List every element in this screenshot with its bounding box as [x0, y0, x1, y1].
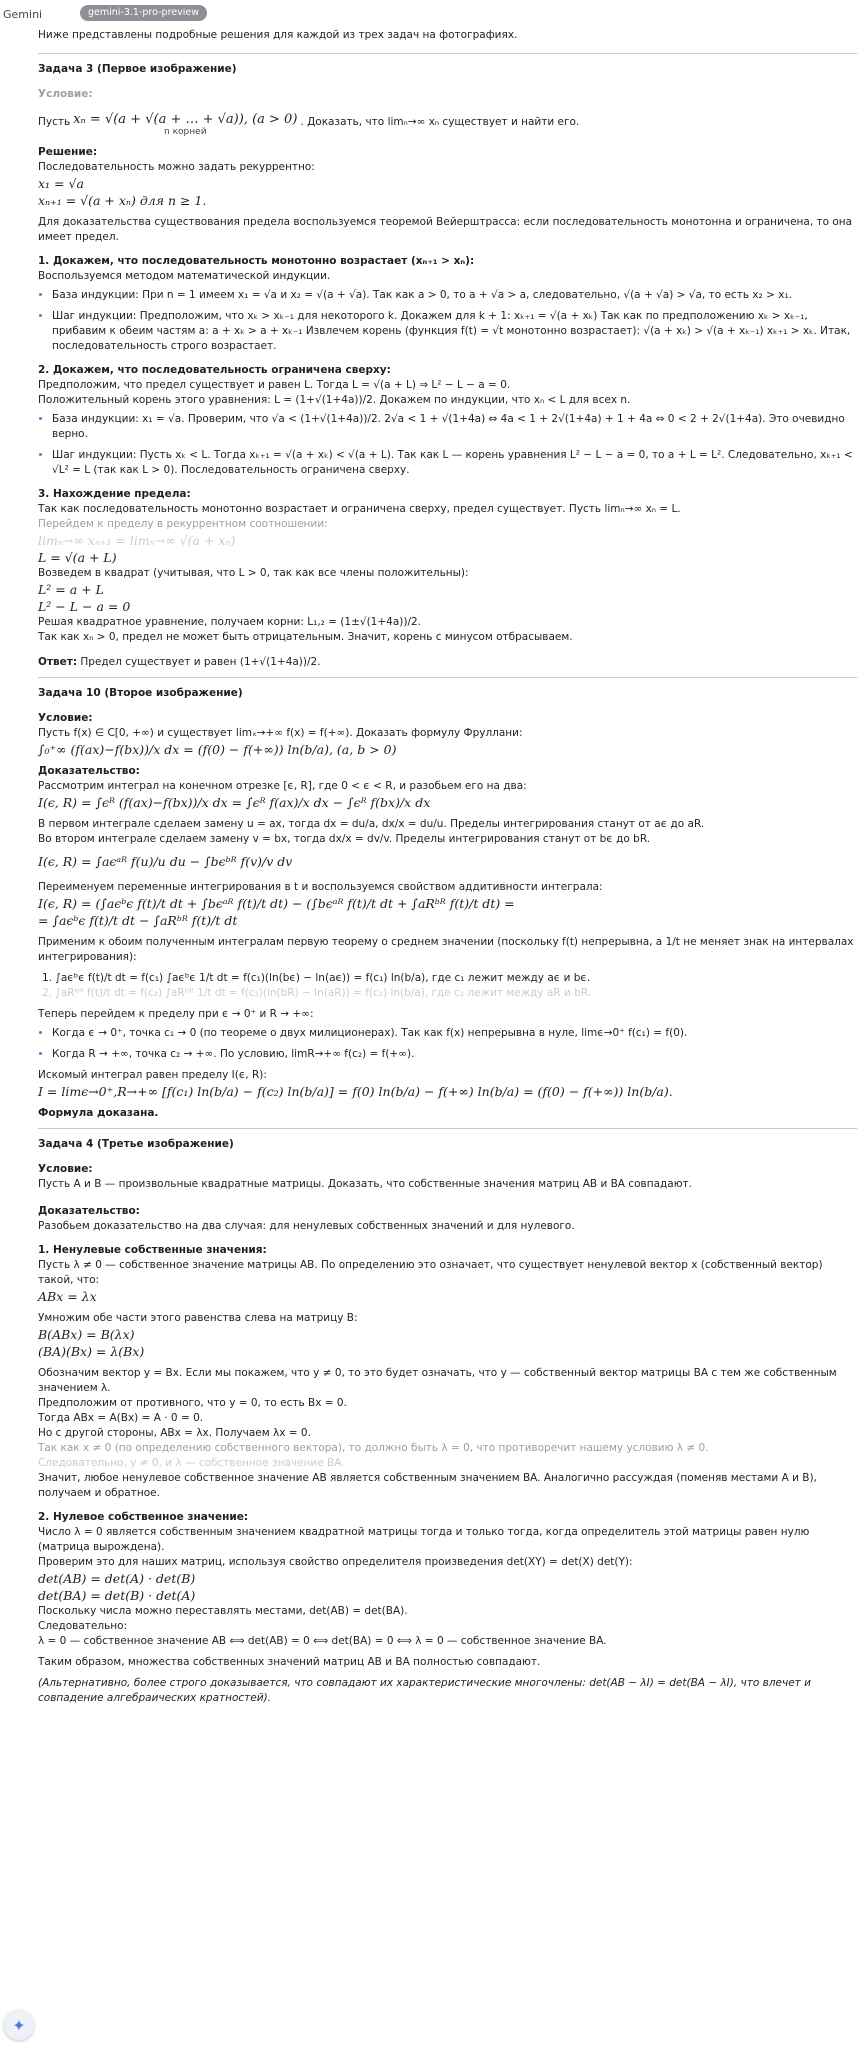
task4-s1-title: 1. Ненулевые собственные значения:: [38, 1244, 267, 1256]
task4-s1-l7: Предположим от противного, что y = 0, то есть Bx = 0.: [38, 1397, 347, 1409]
task4-s2-l9: (Альтернативно, более строго доказывается, что совпадают их характеристические многочлены: det(AB − λI) = det(BA − λI), что влечет и совпадение алгебраических кратностей).: [38, 1677, 811, 1704]
response-content: [38, 28, 857, 1706]
task3-section: [38, 62, 857, 670]
task10-p11: 2. ∫aRᵇᴿ f(t)/t dt = f(c₂) ∫aRᵇᴿ 1/t dt = f(c₂)(ln(bR) − ln(aR)) = f(c₂) ln(b/a), где c₂ лежит между aR и bR.: [42, 987, 592, 999]
task3-s3-l3: limₙ→∞ xₙ₊₁ = limₙ→∞ √(a + xₙ): [38, 533, 236, 548]
task10-p1: Рассмотрим интеграл на конечном отрезке [ϵ, R], где 0 < ϵ < R, и разобьем его на два:: [38, 780, 527, 792]
list-item: • Шаг индукции: Предположим, что xₖ > xₖ₋₁ для некоторого k. Докажем для k + 1: xₖ₊₁ = √(a + xₖ) Так как по предположению xₖ > xₖ₋₁, прибавим к обеим частям a: a + xₖ > a + xₖ₋₁ Извлечем корень (функция f(t) = √t монотонно возрастает): √(a + xₖ) > √(a + xₖ₋₁) xₖ₊₁ > xₖ. Итак, последовательность строго возрастает.: [52, 309, 857, 354]
task3-s3-l7: L² − L − a = 0: [38, 599, 131, 614]
task10-list: [38, 1026, 857, 1062]
task3-sol-xn: xₙ₊₁ = √(a + xₙ) для n ≥ 1.: [38, 193, 207, 208]
task3-s3-l2: Перейдем к пределу в рекуррентном соотношении:: [38, 518, 328, 530]
task3-sol-p1: Для доказательства существования предела воспользуемся теоремой Вейерштрасса: если последовательность монотонна и ограничена, то она имеет предел.: [38, 216, 853, 243]
task4-s1-l1: Пусть λ ≠ 0 — собственное значение матрицы AB. По определению это означает, что существует ненулевой вектор x (собственный вектор) такой, что:: [38, 1259, 823, 1286]
task4-cond-l1: Пусть A и B — произвольные квадратные матрицы. Доказать, что собственные значения матриц AB и BA совпадают.: [38, 1178, 693, 1190]
model-badge[interactable]: gemini-3.1-pro-preview: [80, 5, 207, 21]
task3-s3-l8: Решая квадратное уравнение, получаем корни: L₁,₂ = (1±√(1+4a))/2.: [38, 616, 422, 628]
list-item: • База индукции: При n = 1 имеем x₁ = √a и x₂ = √(a + √a). Так как a > 0, то a + √a > a, следовательно, √(a + √a) > √a, то есть x₂ > x₁.: [52, 288, 857, 303]
task10-p3: В первом интеграле сделаем замену u = ax, тогда dx = du/a, dx/x = du/u. Пределы интегрирования станут от aϵ до aR.: [38, 818, 705, 830]
list-item: • База индукции: x₁ = √a. Проверим, что √a < (1+√(1+4a))/2. 2√a < 1 + √(1+4a) ⇔ 4a < 1 + 2√(1+4a) + 1 + 4a ⇔ 0 < 2 + 2√(1+4a). Это очевидно верно.: [52, 412, 857, 442]
task10-p8: = ∫aϵᵇϵ f(t)/t dt − ∫aRᵇᴿ f(t)/t dt: [38, 913, 238, 928]
task10-p2: I(ϵ, R) = ∫ϵᴿ (f(ax)−f(bx))/x dx = ∫ϵᴿ f(ax)/x dx − ∫ϵᴿ f(bx)/x dx: [38, 795, 431, 810]
task4-s1-l10: Так как x ≠ 0 (по определению собственного вектора), то должно быть λ = 0, что противоречит нашему условию λ ≠ 0.: [38, 1442, 709, 1454]
task4-s2-title: 2. Нулевое собственное значение:: [38, 1511, 249, 1523]
task10-p4: Во втором интеграле сделаем замену v = bx, тогда dx/x = dv/v. Пределы интегрирования станут от bϵ до bR.: [38, 833, 651, 845]
task4-s2-l5: Поскольку числа можно переставлять местами, det(AB) = det(BA).: [38, 1605, 408, 1617]
task3-sol-l1: Последовательность можно задать рекуррентно:: [38, 161, 315, 173]
task4-proof-l1: Разобьем доказательство на два случая: для ненулевых собственных значений и для нулевого.: [38, 1220, 575, 1232]
task3-answer-text: Предел существует и равен (1+√(1+4a))/2.: [80, 656, 321, 668]
task3-cond-formula: xₙ = √(a + √(a + … + √a)), (a > 0): [73, 112, 298, 127]
divider: [38, 1128, 857, 1129]
task3-s3-l5: Возведем в квадрат (учитывая, что L > 0, так как все члены положительны):: [38, 567, 469, 579]
header-bar: [0, 0, 865, 30]
task4-s2-l8: Таким образом, множества собственных значений матриц AB и BA полностью совпадают.: [38, 1656, 541, 1668]
task3-cond-pre: Пусть: [38, 116, 71, 128]
task4-s1-l9: Но с другой стороны, ABx = λx. Получаем λx = 0.: [38, 1427, 311, 1439]
task4-title: Задача 4 (Третье изображение): [38, 1138, 234, 1150]
task4-section: [38, 1137, 857, 1706]
task3-sol-x1: x₁ = √a: [38, 176, 84, 191]
task3-s2-l2: Положительный корень этого уравнения: L = (1+√(1+4a))/2. Докажем по индукции, что xₙ < L для всех n.: [38, 394, 631, 406]
task3-s3-title: 3. Нахождение предела:: [38, 488, 191, 500]
task10-title: Задача 10 (Второе изображение): [38, 687, 243, 699]
sparkle-icon[interactable]: ✦: [4, 2010, 34, 2040]
task3-cond-label: Условие:: [38, 88, 93, 100]
task4-s1-l8: Тогда ABx = A(Bx) = A · 0 = 0.: [38, 1412, 204, 1424]
task3-s1-l1: Воспользуемся методом математической индукции.: [38, 270, 331, 282]
task4-s1-l11: Следовательно, y ≠ 0, и λ — собственное значение BA.: [38, 1457, 345, 1469]
task10-cond-l2: ∫₀⁺∞ (f(ax)−f(bx))/x dx = (f(0) − f(+∞)) ln(b/a), (a, b > 0): [38, 742, 397, 757]
task10-p15: Искомый интеграл равен пределу I(ϵ, R):: [38, 1069, 267, 1081]
task10-p17: Формула доказана.: [38, 1107, 159, 1119]
task4-s1-l12: Значит, любое ненулевое собственное значение AB является собственным значением BA. Аналогично рассуждая (поменяв местами A и B), получаем и обратное.: [38, 1472, 817, 1499]
task3-s2-title: 2. Докажем, что последовательность ограничена сверху:: [38, 364, 391, 376]
task10-p7: I(ϵ, R) = (∫aϵᵇϵ f(t)/t dt + ∫bϵᵃᴿ f(t)/t dt) − (∫bϵᵃᴿ f(t)/t dt + ∫aRᵇᴿ f(t)/t dt) =: [38, 896, 515, 911]
task3-cond-row: [38, 112, 857, 137]
app-title: Gemini: [3, 8, 43, 21]
list-item: • Шаг индукции: Пусть xₖ < L. Тогда xₖ₊₁ = √(a + xₖ) < √(a + L). Так как L — корень уравнения L² − L − a = 0, то a + L = L². Следовательно, xₖ₊₁ < √L² = L (так как L > 0). Последовательность ограничена сверху.: [52, 448, 857, 478]
task3-s3-l6: L² = a + L: [38, 582, 104, 597]
task3-cond-post: . Доказать, что limₙ→∞ xₙ существует и найти его.: [300, 116, 580, 128]
task4-s1-l5: (BA)(Bx) = λ(Bx): [38, 1344, 145, 1359]
task3-s1-list: [38, 288, 857, 354]
task4-s1-l3: Умножим обе части этого равенства слева на матрицу B:: [38, 1312, 358, 1324]
task4-s1-l2: ABx = λx: [38, 1289, 97, 1304]
task4-s2-l7: λ = 0 — собственное значение AB ⟺ det(AB) = 0 ⟺ det(BA) = 0 ⟺ λ = 0 — собственное значение BA.: [38, 1635, 607, 1647]
task3-s2-list: [38, 412, 857, 478]
task4-s1-l4: B(ABx) = B(λx): [38, 1327, 135, 1342]
task4-s2-l4: det(BA) = det(B) · det(A): [38, 1588, 196, 1603]
task10-p10: 1. ∫aϵᵇϵ f(t)/t dt = f(c₁) ∫aϵᵇϵ 1/t dt = f(c₁)(ln(bϵ) − ln(aϵ)) = f(c₁) ln(b/a), где c₁ лежит между aϵ и bϵ.: [42, 972, 591, 984]
list-item: • Когда R → +∞, точка c₂ → +∞. По условию, limR→+∞ f(c₂) = f(+∞).: [52, 1047, 857, 1062]
task4-proof-label: Доказательство:: [38, 1205, 140, 1217]
task3-answer: [38, 655, 857, 670]
list-item: • Когда ϵ → 0⁺, точка c₁ → 0 (по теореме о двух милиционерах). Так как f(x) непрерывна в нуле, limϵ→0⁺ f(c₁) = f(0).: [52, 1026, 857, 1041]
task10-p5: I(ϵ, R) = ∫aϵᵃᴿ f(u)/u du − ∫bϵᵇᴿ f(v)/v dv: [38, 854, 293, 869]
task3-s3-l1: Так как последовательность монотонно возрастает и ограничена сверху, предел существует. Пусть limₙ→∞ xₙ = L.: [38, 503, 681, 515]
task4-s1-l6: Обозначим вектор y = Bx. Если мы покажем, что y ≠ 0, то это будет означать, что y — собственный вектор матрицы BA с тем же собственным значением λ.: [38, 1367, 837, 1394]
task10-proof-label: Доказательство:: [38, 765, 140, 777]
task10-section: [38, 686, 857, 1121]
task3-s3-l4: L = √(a + L): [38, 550, 117, 565]
task10-cond-label: Условие:: [38, 712, 93, 724]
task10-p12: Теперь перейдем к пределу при ϵ → 0⁺ и R → +∞:: [38, 1008, 314, 1020]
task4-cond-label: Условие:: [38, 1163, 93, 1175]
task4-s2-l2: Проверим это для наших матриц, используя свойство определителя произведения det(XY) = det(X) det(Y):: [38, 1556, 633, 1568]
task4-s2-l3: det(AB) = det(A) · det(B): [38, 1571, 196, 1586]
task10-p16: I = limϵ→0⁺,R→+∞ [f(c₁) ln(b/a) − f(c₂) ln(b/a)] = f(0) ln(b/a) − f(+∞) ln(b/a) = (f(0) − f(+∞)) ln(b/a).: [38, 1084, 673, 1099]
task3-s1-title: 1. Докажем, что последовательность монотонно возрастает (xₙ₊₁ > xₙ):: [38, 255, 475, 267]
task3-s2-l1: Предположим, что предел существует и равен L. Тогда L = √(a + L) ⇒ L² − L − a = 0.: [38, 379, 511, 391]
task10-cond-l1: Пусть f(x) ∈ C[0, +∞) и существует limₓ→+∞ f(x) = f(+∞). Доказать формулу Фруллани:: [38, 727, 523, 739]
task3-sol-label: Решение:: [38, 146, 98, 158]
task4-s2-l1: Число λ = 0 является собственным значением квадратной матрицы тогда и только тогда, когда определитель этой матрицы равен нулю (матрица вырождена).: [38, 1526, 810, 1553]
divider: [38, 677, 857, 678]
divider: [38, 53, 857, 54]
task10-p6: Переименуем переменные интегрирования в t и воспользуемся свойством аддитивности интеграла:: [38, 881, 603, 893]
task3-cond-formula-wrap: [73, 112, 297, 137]
task3-s3-l9: Так как xₙ > 0, предел не может быть отрицательным. Значит, корень с минусом отбрасываем.: [38, 631, 573, 643]
intro-text: Ниже представлены подробные решения для каждой из трех задач на фотографиях.: [38, 29, 518, 41]
task3-cond-under: n корней: [164, 127, 207, 137]
task3-title: Задача 3 (Первое изображение): [38, 63, 237, 75]
task3-answer-label: Ответ:: [38, 656, 78, 668]
task10-p9: Применим к обоим полученным интегралам первую теорему о среднем значении (поскольку f(t) непрерывна, а 1/t не меняет знак на интервалах интегрирования):: [38, 936, 854, 963]
task4-s2-l6: Следовательно:: [38, 1620, 128, 1632]
